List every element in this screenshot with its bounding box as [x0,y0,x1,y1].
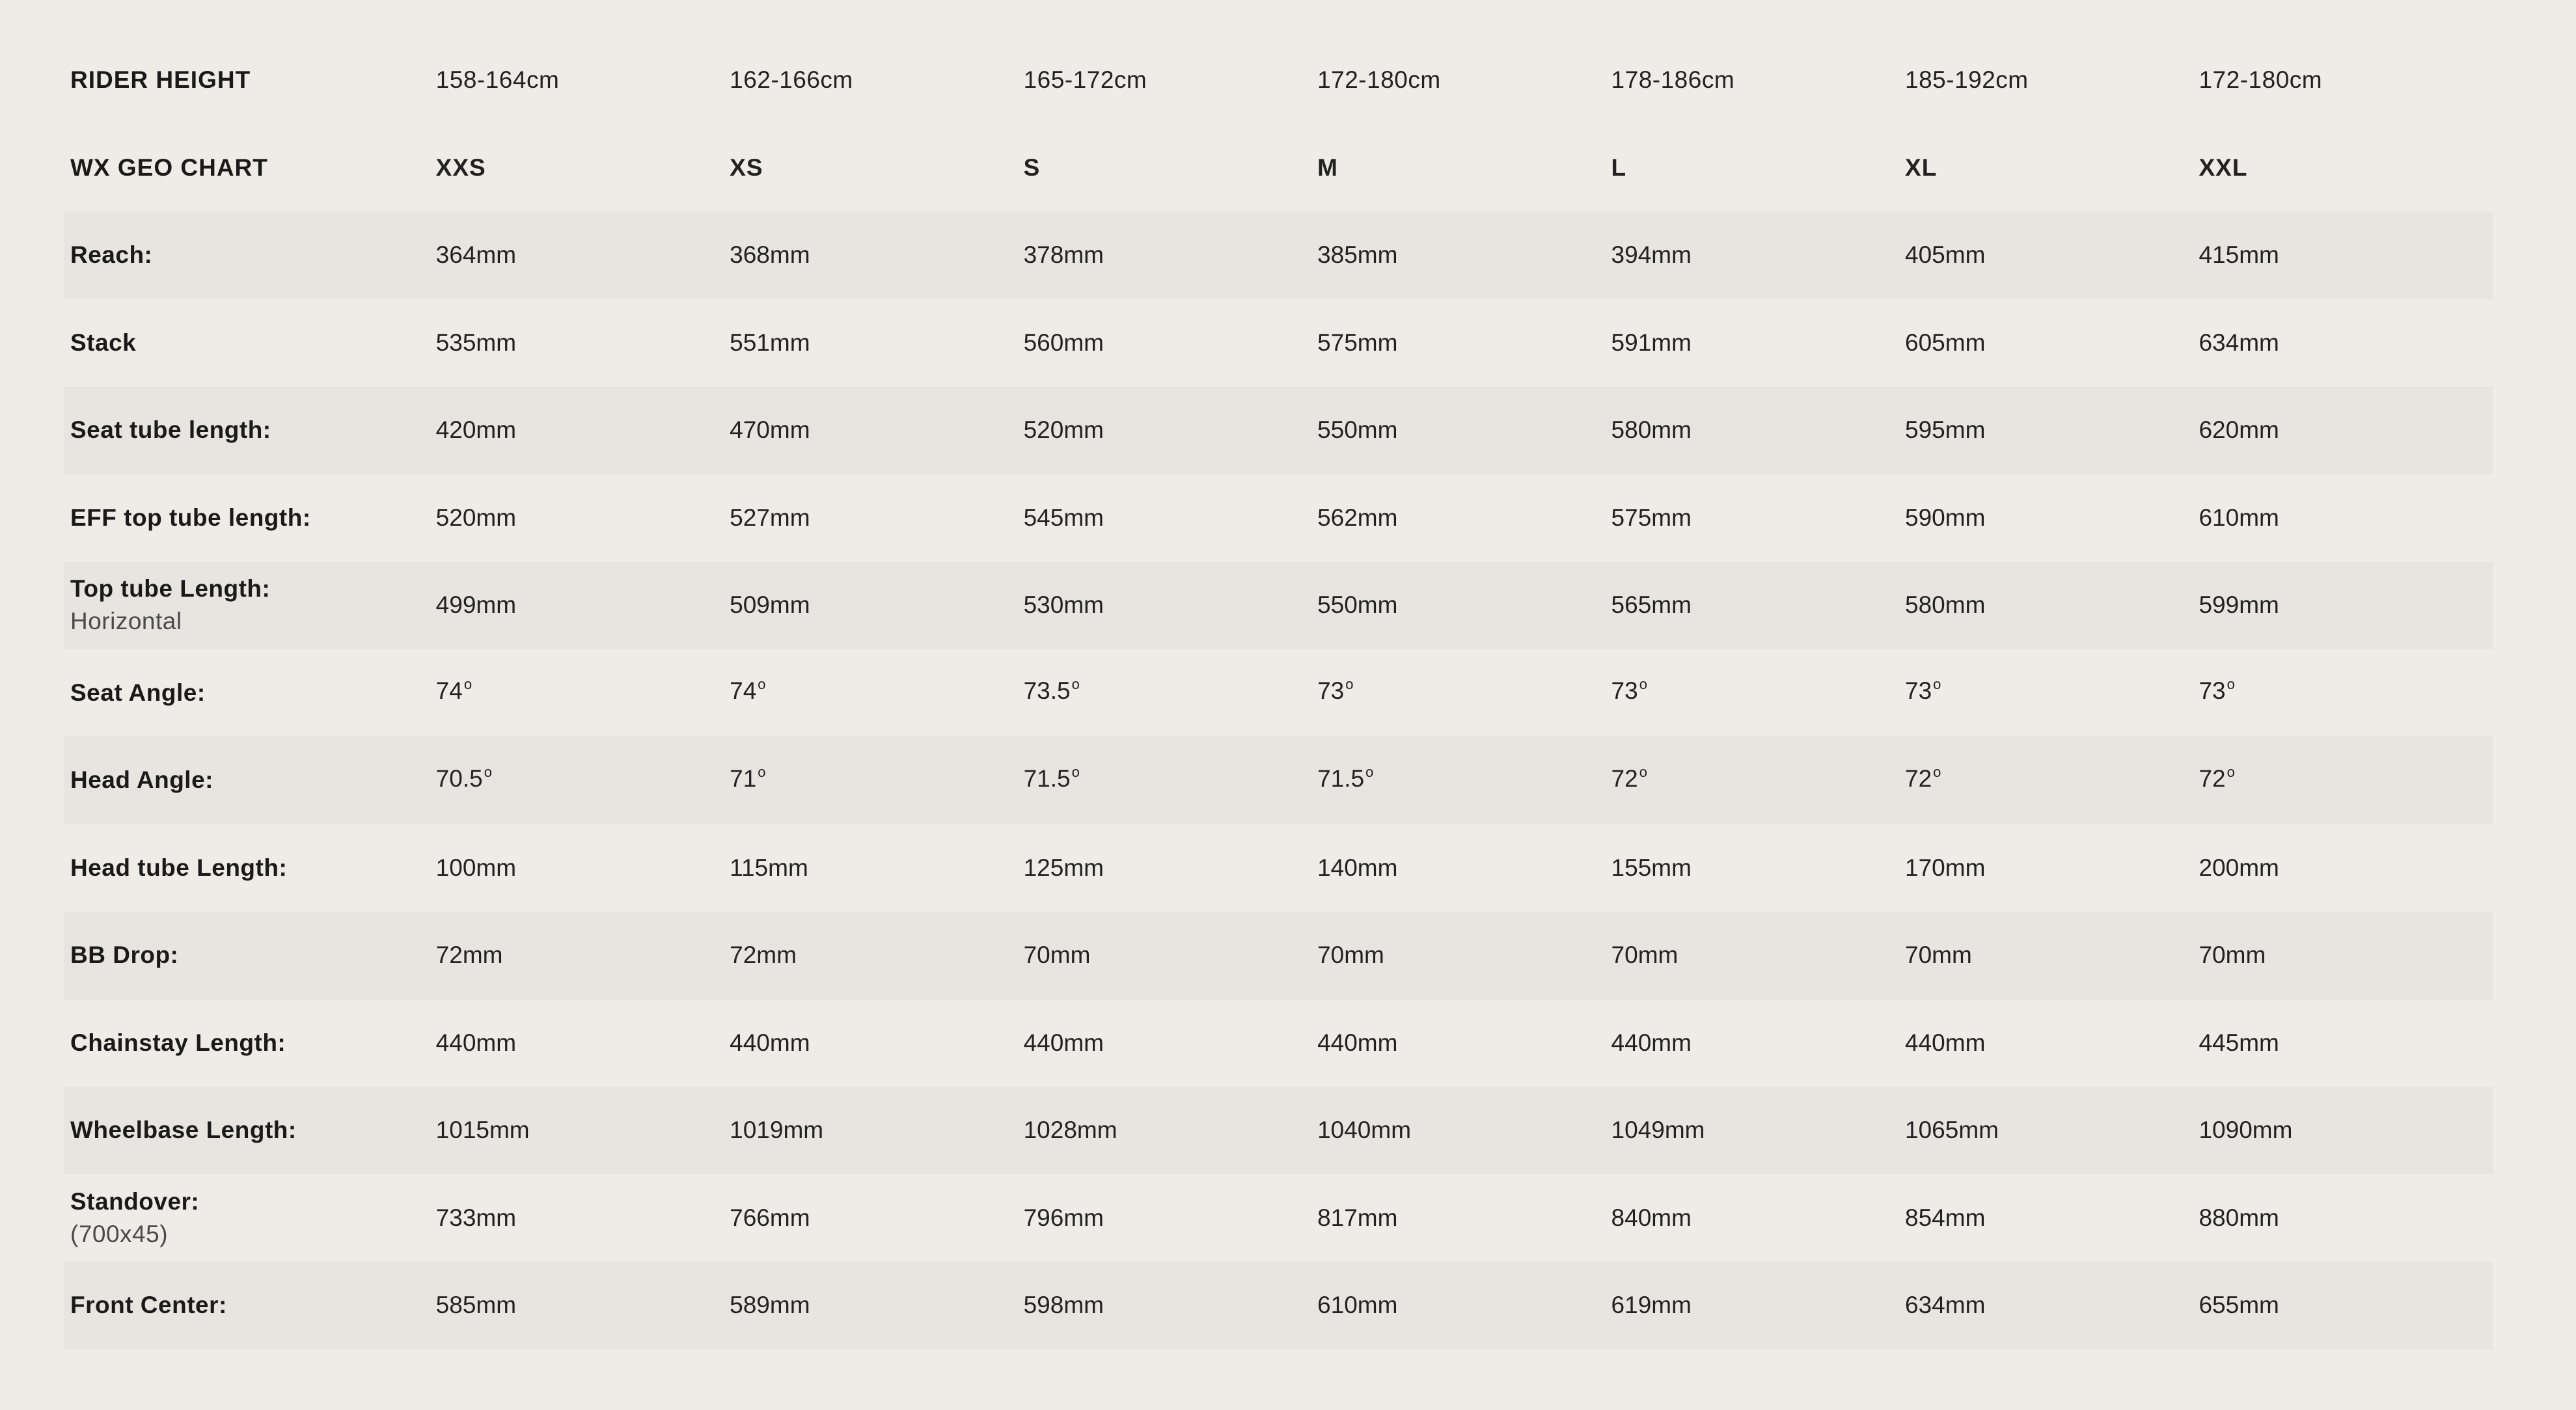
value-text: 733mm [435,1204,517,1231]
value-text: 73 [1317,677,1345,705]
value-text: 368mm [730,241,810,269]
value-cell-xs [730,502,1023,534]
value-text: 591mm [1611,329,1692,356]
value-cell-l [1611,675,1905,711]
value-cell-m [1317,1202,1611,1234]
value-cell-xl [1905,327,2199,359]
value-cell-xxl [2199,763,2492,798]
value-text: 155mm [1611,854,1692,881]
value-cell-m [1317,589,1611,621]
value-text: 580mm [1611,416,1692,444]
value-text: 1015mm [435,1117,530,1144]
value-text: 71 [730,765,757,792]
value-cell-xl [1905,1027,2199,1059]
value-cell-xs [730,1202,1023,1234]
value-text: 854mm [1905,1204,1986,1231]
table-row [64,474,2493,562]
value-text: 73 [1611,677,1638,705]
value-text: 100mm [435,854,517,881]
row-label-text: BB Drop: [70,942,179,969]
value-text: 610mm [1317,1292,1398,1319]
value-text: 415mm [2199,241,2279,269]
degree-symbol: o [758,676,766,693]
value-cell-xxs [436,414,730,446]
value-text: 378mm [1023,241,1104,269]
value-cell-l [1611,589,1905,621]
value-cell-xxl [2199,1114,2492,1146]
value-text: 590mm [1905,504,1986,531]
row-label-text: Stack [70,329,137,356]
table-row [64,912,2493,999]
value-cell-l [1611,1289,1905,1322]
value-text: 575mm [1317,329,1398,356]
value-text: 140mm [1317,854,1398,881]
value-cell-xxl [2199,1289,2492,1322]
value-cell-xl [1905,763,2199,798]
value-text: 1040mm [1317,1117,1412,1144]
value-text: 1028mm [1023,1117,1117,1144]
value-text: 527mm [730,504,810,531]
value-cell-xxl [2199,1027,2492,1059]
table-row [64,299,2493,387]
row-label-text: Wheelbase Length: [70,1117,297,1144]
value-text: 1065mm [1905,1117,1999,1144]
value-text: 1019mm [730,1117,824,1144]
row-label [64,677,436,709]
value-text: 200mm [2199,854,2279,881]
row-label-text: Head Angle: [70,766,213,794]
degree-symbol: o [758,763,766,780]
value-text: 440mm [1023,1029,1104,1056]
value-cell-xs [730,1114,1023,1146]
table-row [64,211,2493,299]
value-cell-xxs [436,852,730,884]
value-cell-xl [1905,675,2199,711]
value-text: 520mm [1023,416,1104,444]
table-row [64,824,2493,912]
value-text: 71.5 [1317,765,1365,792]
value-text: 530mm [1023,591,1104,619]
value-cell-xl [1905,502,2199,534]
value-text: 545mm [1023,504,1104,531]
degree-symbol: o [1071,676,1080,693]
value-cell-xxl [2199,414,2492,446]
geo-chart-title: WX GEO CHART [70,154,268,181]
value-cell-l [1611,763,1905,798]
value-cell-l [1611,327,1905,359]
value-text: 550mm [1317,416,1398,444]
value-cell-s [1024,939,1317,971]
row-label-text: Seat Angle: [70,679,206,706]
value-text: 1049mm [1611,1117,1705,1144]
value-text: 620mm [2199,416,2279,444]
degree-symbol: o [1639,763,1647,780]
value-text: 470mm [730,416,810,444]
row-label [64,939,436,971]
value-cell-xxs [436,589,730,621]
row-label [64,414,436,446]
rider-height-xl: 185-192cm [1905,66,2029,94]
degree-symbol: o [1639,676,1647,693]
value-text: 73.5 [1023,677,1071,705]
row-label-text: Standover: [70,1187,200,1215]
value-cell-xxl [2199,939,2492,971]
value-text: 580mm [1905,591,1986,619]
value-cell-xxs [436,1027,730,1059]
row-label [64,502,436,534]
value-text: 440mm [435,1029,517,1056]
degree-symbol: o [2227,763,2235,780]
table-row [64,1174,2493,1262]
value-text: 610mm [2199,504,2279,531]
value-cell-m [1317,763,1611,798]
value-cell-xxs [436,1114,730,1146]
value-text: 535mm [435,329,517,356]
rider-height-m: 172-180cm [1317,66,1441,94]
value-text: 70mm [1317,942,1384,969]
size-xs: XS [730,154,763,181]
value-text: 880mm [2199,1204,2279,1231]
size-m: M [1317,154,1338,181]
value-cell-xs [730,414,1023,446]
value-text: 560mm [1023,329,1104,356]
value-text: 364mm [435,241,517,269]
value-text: 440mm [1611,1029,1692,1056]
value-text: 634mm [1905,1292,1986,1319]
value-text: 394mm [1611,241,1692,269]
value-text: 405mm [1905,241,1986,269]
value-text: 70mm [1905,942,1972,969]
value-cell-xxs [436,675,730,711]
value-text: 551mm [730,329,810,356]
value-cell-s [1024,1289,1317,1322]
value-text: 445mm [2199,1029,2279,1056]
value-cell-xs [730,589,1023,621]
size-xl: XL [1905,154,1938,181]
value-text: 585mm [435,1292,517,1319]
value-cell-xl [1905,589,2199,621]
value-text: 575mm [1611,504,1692,531]
value-cell-xl [1905,414,2199,446]
value-text: 440mm [730,1029,810,1056]
rider-height-row [64,36,2493,124]
row-label-text: Head tube Length: [70,854,288,881]
value-cell-l [1611,414,1905,446]
value-text: 71.5 [1023,765,1071,792]
value-text: 385mm [1317,241,1398,269]
value-cell-xs [730,1289,1023,1322]
value-text: 595mm [1905,416,1986,444]
value-cell-xl [1905,1202,2199,1234]
value-cell-m [1317,1289,1611,1322]
row-label [64,1027,436,1059]
value-text: 766mm [730,1204,810,1231]
value-cell-xxl [2199,502,2492,534]
value-cell-s [1024,589,1317,621]
value-text: 74 [435,677,463,705]
value-text: 589mm [730,1292,810,1319]
value-text: 420mm [435,416,517,444]
value-cell-xxs [436,327,730,359]
value-cell-s [1024,327,1317,359]
value-cell-xs [730,675,1023,711]
value-cell-xs [730,239,1023,271]
value-cell-xxl [2199,675,2492,711]
degree-symbol: o [2227,676,2235,693]
degree-symbol: o [1365,763,1374,780]
row-label-text: Top tube Length: [70,575,271,603]
row-label [64,327,436,359]
value-cell-xs [730,939,1023,971]
value-text: 440mm [1905,1029,1986,1056]
value-cell-l [1611,502,1905,534]
value-cell-s [1024,1027,1317,1059]
value-cell-s [1024,675,1317,711]
value-text: 634mm [2199,329,2279,356]
value-cell-xxs [436,1202,730,1234]
value-cell-s [1024,852,1317,884]
degree-symbol: o [1933,763,1941,780]
rider-height-xs: 162-166cm [730,66,853,94]
value-text: 115mm [730,854,808,881]
table-row [64,999,2493,1087]
row-label [64,1114,436,1146]
row-label-text: Front Center: [70,1292,227,1319]
degree-symbol: o [1345,676,1354,693]
table-row [64,737,2493,824]
value-cell-xl [1905,239,2199,271]
table-row [64,386,2493,474]
value-cell-xs [730,763,1023,798]
value-text: 619mm [1611,1292,1692,1319]
value-text: 170mm [1905,854,1986,881]
value-text: 550mm [1317,591,1398,619]
value-text: 562mm [1317,504,1398,531]
degree-symbol: o [1071,763,1080,780]
value-text: 509mm [730,591,810,619]
row-label [64,764,436,796]
table-row [64,562,2493,649]
value-text: 125mm [1023,854,1104,881]
size-s: S [1023,154,1041,181]
value-text: 499mm [435,591,517,619]
degree-symbol: o [463,676,473,693]
value-text: 599mm [2199,591,2279,619]
geometry-table [64,36,2493,1349]
degree-symbol: o [1933,676,1941,693]
rider-height-label: RIDER HEIGHT [70,66,251,94]
size-xxl: XXL [2199,154,2248,181]
row-label-text: Reach: [70,241,153,269]
value-cell-m [1317,414,1611,446]
value-cell-xxs [436,1289,730,1322]
size-header-row [64,124,2493,212]
value-cell-s [1024,414,1317,446]
value-cell-s [1024,239,1317,271]
value-cell-s [1024,502,1317,534]
value-text: 796mm [1023,1204,1104,1231]
degree-symbol: o [484,763,492,780]
value-cell-s [1024,1114,1317,1146]
row-label [64,239,436,271]
value-cell-s [1024,1202,1317,1234]
table-row [64,649,2493,737]
value-cell-xxl [2199,589,2492,621]
value-cell-xxs [436,763,730,798]
value-cell-l [1611,239,1905,271]
value-cell-xl [1905,1114,2199,1146]
value-text: 817mm [1317,1204,1398,1231]
value-cell-l [1611,1114,1905,1146]
size-l: L [1611,154,1627,181]
table-row [64,1087,2493,1174]
row-label-text: Chainstay Length: [70,1029,286,1056]
value-cell-m [1317,1027,1611,1059]
value-cell-xl [1905,939,2199,971]
value-cell-m [1317,1114,1611,1146]
value-cell-m [1317,852,1611,884]
value-text: 74 [730,677,757,705]
value-text: 72 [1611,765,1638,792]
value-cell-s [1024,763,1317,798]
value-text: 70.5 [435,765,483,792]
value-text: 605mm [1905,329,1986,356]
value-text: 655mm [2199,1292,2279,1319]
table-row [64,1262,2493,1349]
row-label [64,573,436,638]
value-cell-xxl [2199,852,2492,884]
row-label-subtext: (700x45) [70,1220,169,1247]
value-cell-xs [730,1027,1023,1059]
value-text: 72 [1905,765,1932,792]
row-label [64,852,436,884]
value-text: 72mm [435,942,503,969]
value-cell-xl [1905,1289,2199,1322]
value-cell-m [1317,939,1611,971]
value-cell-xxl [2199,327,2492,359]
row-label-subtext: Horizontal [70,608,182,635]
value-cell-l [1611,939,1905,971]
value-text: 440mm [1317,1029,1398,1056]
rider-height-xxl: 172-180cm [2199,66,2323,94]
measurement-rows [64,211,2493,1349]
row-label-text: Seat tube length: [70,416,271,444]
row-label-text: EFF top tube length: [70,504,311,531]
value-cell-xxs [436,502,730,534]
value-cell-m [1317,327,1611,359]
row-label [64,1289,436,1322]
value-cell-l [1611,1027,1905,1059]
value-cell-xs [730,852,1023,884]
value-cell-xxs [436,239,730,271]
rider-height-xxs: 158-164cm [435,66,560,94]
value-text: 70mm [1611,942,1679,969]
value-text: 520mm [435,504,517,531]
value-text: 598mm [1023,1292,1104,1319]
value-cell-l [1611,852,1905,884]
value-text: 70mm [1023,942,1091,969]
value-cell-xl [1905,852,2199,884]
value-text: 72 [2199,765,2226,792]
value-text: 1090mm [2199,1117,2293,1144]
value-text: 70mm [2199,942,2266,969]
value-cell-l [1611,1202,1905,1234]
size-xxs: XXS [435,154,486,181]
value-cell-xxl [2199,1202,2492,1234]
value-text: 565mm [1611,591,1692,619]
value-cell-xxl [2199,239,2492,271]
row-label [64,1186,436,1251]
rider-height-s: 165-172cm [1023,66,1147,94]
value-text: 840mm [1611,1204,1692,1231]
rider-height-l: 178-186cm [1611,66,1735,94]
value-cell-xxs [436,939,730,971]
value-cell-m [1317,675,1611,711]
value-text: 72mm [730,942,797,969]
value-cell-xs [730,327,1023,359]
value-text: 73 [1905,677,1932,705]
value-text: 73 [2199,677,2226,705]
value-cell-m [1317,502,1611,534]
value-cell-m [1317,239,1611,271]
